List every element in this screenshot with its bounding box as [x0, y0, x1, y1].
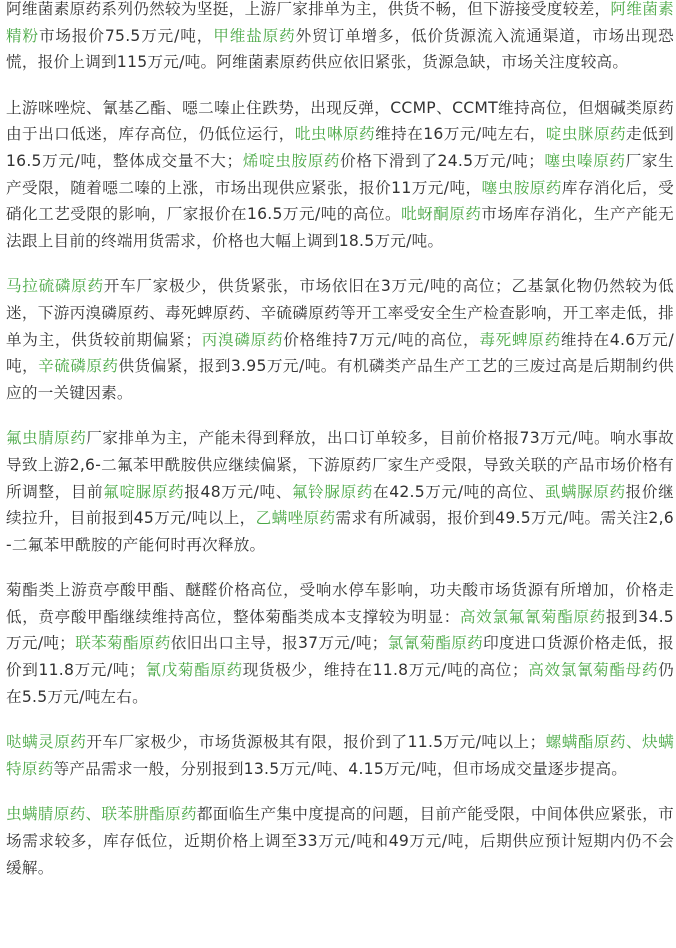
paragraph-abamectin [6, 0, 674, 76]
paragraph-text: 价格维持7万元/吨的高位， [283, 330, 480, 349]
product-name-highlight: 丙溴磷原药 [201, 330, 284, 349]
paragraph-chlorfenapyr-bifenazate [6, 801, 674, 881]
product-name-highlight: 乙螨唑原药 [255, 509, 336, 528]
paragraph-acaricides [6, 729, 674, 782]
paragraph-text: 供货偏紧，报到3.95万元/吨。有机磷类产品生产工艺的三废过高是后期制约供应的一关键因素。 [6, 357, 674, 402]
product-name-highlight: 氟啶脲原药 [103, 482, 185, 501]
paragraph-fipronil-benzoylureas [6, 425, 674, 558]
product-name-highlight: 虱螨脲原药 [544, 482, 626, 501]
paragraph-text: 维持在4.6万元/吨， [6, 330, 674, 376]
paragraph-organophosphates [6, 273, 674, 406]
product-name-highlight: 吡蚜酮原药 [401, 205, 482, 224]
paragraph-text: 阿维菌素原药系列仍然较为坚挺，上游厂家排单为主，供货不畅，但下游接受度较差， [6, 0, 611, 18]
paragraph-text: 厂家排单为主，产能未得到释放，出口订单较多，目前价格报73万元/吨。响水事故导致上游2,6-二氟苯甲酰胺供应继续偏紧，下游原药厂家生产受限，导致关联的产品市场价格有所调整，目前 [6, 429, 674, 501]
paragraph-text: 仍在5.5万元/吨左右。 [6, 661, 674, 706]
product-name-highlight: 螺螨酯原药、炔螨特原药 [6, 733, 674, 778]
paragraph-text: 外贸订单增多，低价货源流入流通渠道，市场出现恐慌，报价上调到115万元/吨。阿维菌素原药供应依旧紧张，货源急缺，市场关注度较高。 [6, 26, 674, 72]
paragraph-text: 现货极少，维持在11.8万元/吨的高位； [242, 661, 528, 680]
paragraph-pyrethroids [6, 577, 674, 710]
paragraph-neonicotinoids [6, 95, 674, 255]
paragraph-text: 维持在16万元/吨左右， [375, 125, 546, 144]
product-name-highlight: 高效氯氰菊酯母药 [527, 661, 659, 680]
paragraph-text: 报价继续拉升，目前报到45万元/吨以上， [6, 482, 674, 528]
paragraph-text: 市场库存消化，生产产能无法跟上目前的终端用货需求，价格也大幅上调到18.5万元/吨。 [6, 205, 674, 250]
paragraph-text: 依旧出口主导，报37万元/吨； [170, 634, 388, 653]
paragraph-text: 开车厂家极少，市场货源极其有限，报价到了11.5万元/吨以上； [86, 733, 546, 752]
paragraph-text: 走低到16.5万元/吨，整体成交量不大； [6, 125, 674, 170]
product-name-highlight: 马拉硫磷原药 [6, 277, 104, 296]
product-name-highlight: 氟虫腈原药 [6, 429, 87, 448]
product-name-highlight: 噻虫胺原药 [481, 178, 562, 197]
product-name-highlight: 阿维菌素精粉 [6, 0, 674, 45]
product-name-highlight: 吡虫啉原药 [294, 125, 376, 144]
paragraph-text: 等产品需求一般，分别报到13.5万元/吨、4.15万元/吨，但市场成交量逐步提高。 [53, 759, 628, 778]
product-name-highlight: 噻虫嗪原药 [544, 151, 626, 170]
product-name-highlight: 氟铃脲原药 [291, 482, 373, 501]
product-name-highlight: 高效氯氟氰菊酯原药 [459, 607, 606, 626]
product-name-highlight: 辛硫磷原药 [38, 357, 119, 376]
paragraph-text: 都面临生产集中度提高的问题，目前产能受限，中间体供应紧张，市场需求较多，库存低位，近期价格上调至33万元/吨和49万元/吨，后期供应预计短期内仍不会缓解。 [6, 805, 674, 877]
paragraph-text: 价格下滑到了24.5万元/吨； [340, 151, 545, 170]
product-name-highlight: 烯啶虫胺原药 [242, 151, 341, 170]
paragraph-text: 库存消化后，受硝化工艺受限的影响，厂家报价在16.5万元/吨的高位。 [6, 178, 674, 224]
product-name-highlight: 氯氰菊酯原药 [387, 634, 484, 653]
paragraph-text: 在42.5万元/吨的高位、 [372, 482, 545, 501]
paragraph-text: 菊酯类上游贲亭酸甲酯、醚醛价格高位，受响水停车影响，功夫酸市场货源有所增加，价格走低，贲亭酸甲酯继续维持高位，整体菊酯类成本支撑较为明显： [6, 581, 674, 626]
product-name-highlight: 啶虫脒原药 [545, 125, 627, 144]
paragraph-text: 报到34.5万元/吨； [6, 607, 674, 653]
product-name-highlight: 氰戊菊酯原药 [145, 661, 243, 680]
paragraph-text: 上游咪唑烷、氰基乙酯、噁二嗪止住跌势，出现反弹，CCMP、CCMT维持高位，但烟碱类原药由于出口低迷，库存高位，仍低位运行， [6, 98, 674, 144]
paragraph-text: 开车厂家极少，供货紧张，市场依旧在3万元/吨的高位；乙基氯化物仍然较为低迷，下游丙溴磷原药、毒死蜱原药、辛硫磷原药等开工率受安全生产检查影响，开工率走低，排单为主，供货较前期偏紧； [6, 277, 674, 349]
paragraph-text: 厂家生产受限，随着噁二嗪的上涨，市场出现供应紧张，报价11万元/吨， [6, 151, 674, 197]
product-name-highlight: 毒死蜱原药 [479, 330, 561, 349]
product-name-highlight: 联苯菊酯原药 [75, 634, 171, 653]
paragraph-text: 市场报价75.5万元/吨， [38, 26, 214, 45]
product-name-highlight: 甲维盐原药 [213, 26, 296, 45]
paragraph-text: 报48万元/吨、 [184, 482, 292, 501]
product-name-highlight: 哒螨灵原药 [6, 733, 87, 752]
paragraph-text: 需求有所减弱，报价到49.5万元/吨。需关注2,6-二氟苯甲酰胺的产能何时再次释放。 [6, 509, 674, 554]
product-name-highlight: 虫螨腈原药、联苯肼酯原药 [6, 805, 197, 824]
paragraph-text: 印度进口货源价格走低，报价到11.8万元/吨； [6, 634, 674, 680]
